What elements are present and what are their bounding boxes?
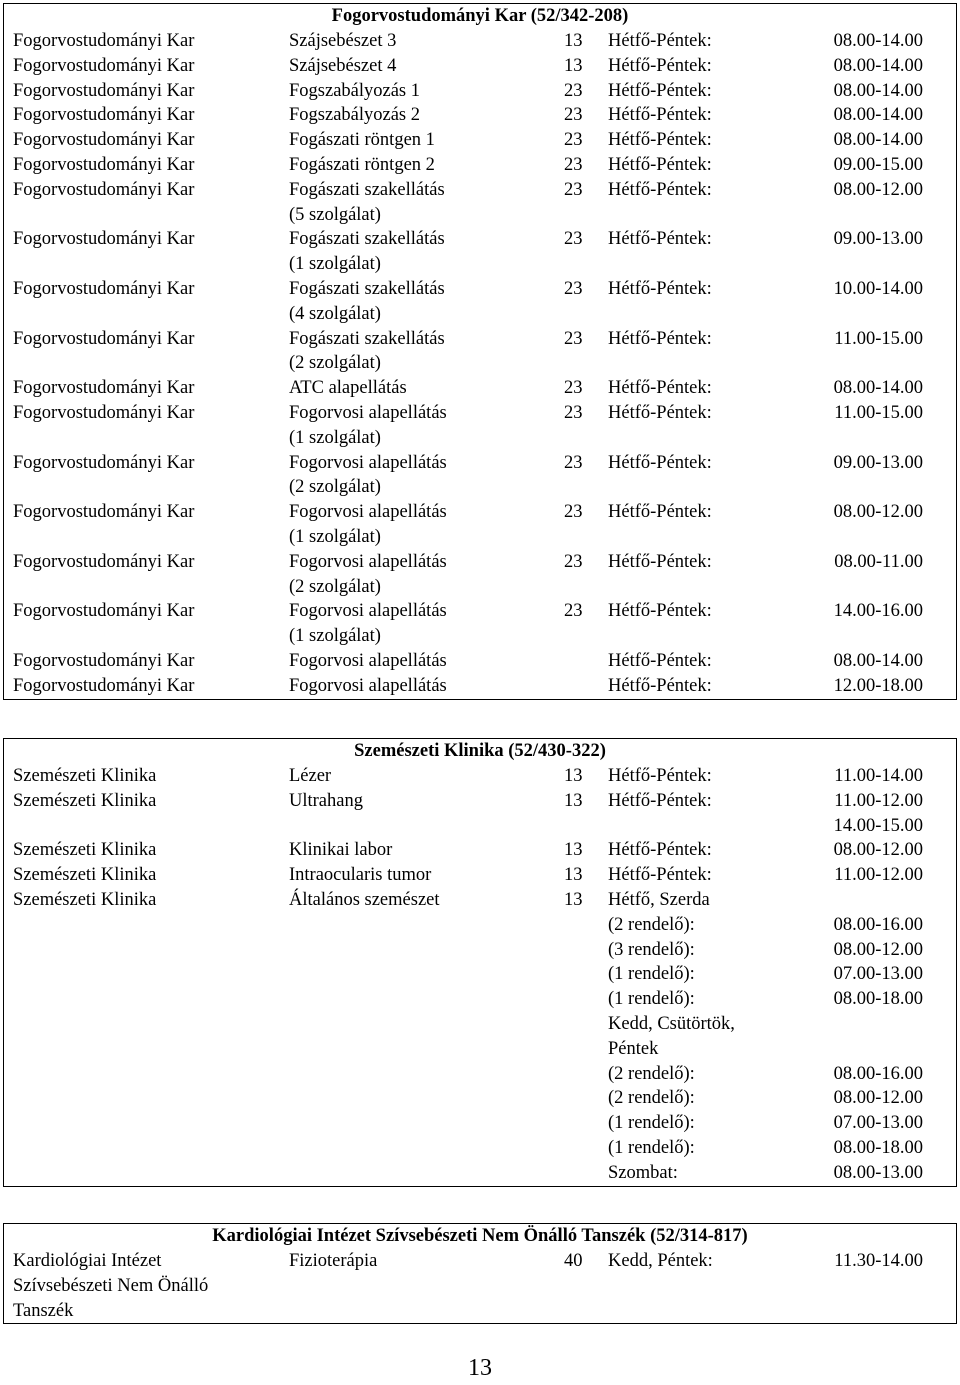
table-row — [4, 1249, 956, 1274]
department-cell: Szemészeti Klinika — [13, 790, 157, 811]
number-cell: 23 — [564, 328, 583, 349]
number-cell: 13 — [564, 55, 583, 76]
days-cell: Kedd, Péntek: — [608, 1251, 713, 1271]
days-cell: (3 rendelő): — [608, 939, 695, 960]
table-row — [4, 764, 956, 789]
service-cell: Fogorvosi alapellátás — [289, 402, 447, 423]
hours-cell: 11.00-15.00 — [834, 402, 923, 423]
days-cell: Hétfő-Péntek: — [608, 865, 712, 886]
service-cell: Fogorvosi alapellátás — [289, 452, 447, 473]
days-cell: Hétfő-Péntek: — [608, 766, 712, 786]
hours-cell: 08.00-16.00 — [833, 914, 923, 935]
table-row — [4, 54, 956, 79]
table-body — [4, 29, 956, 699]
hours-cell: 08.00-12.00 — [833, 502, 923, 523]
hours-cell: 14.00-15.00 — [833, 815, 923, 836]
table-row — [4, 128, 956, 153]
department-cell: Fogorvostudományi Kar — [13, 452, 195, 473]
table-row — [4, 376, 956, 401]
service-cell: (1 szolgálat) — [289, 626, 381, 647]
table-row — [4, 599, 956, 624]
department-cell: Fogorvostudományi Kar — [13, 55, 195, 76]
department-cell: Szemészeti Klinika — [13, 865, 157, 886]
days-cell: Hétfő-Péntek: — [608, 130, 712, 151]
department-cell: Szemészeti Klinika — [13, 889, 157, 910]
days-cell: (1 rendelő): — [608, 1113, 695, 1134]
service-cell: Fogorvosi alapellátás — [289, 650, 447, 671]
service-cell: (4 szolgálat) — [289, 303, 381, 324]
service-cell: (1 szolgálat) — [289, 254, 381, 275]
table-row — [4, 451, 956, 476]
days-cell: Hétfő-Péntek: — [608, 105, 712, 126]
hours-cell: 07.00-13.00 — [833, 1113, 923, 1134]
days-cell: (2 rendelő): — [608, 1063, 695, 1084]
table-row — [4, 475, 956, 500]
table-row — [4, 525, 956, 550]
days-cell: Hétfő-Péntek: — [608, 154, 712, 175]
days-cell: Hétfő-Péntek: — [608, 840, 712, 861]
hours-cell: 08.00-14.00 — [833, 650, 923, 671]
department-cell: Fogorvostudományi Kar — [13, 130, 195, 151]
table-row — [4, 227, 956, 252]
service-cell: (2 szolgálat) — [289, 576, 381, 597]
days-cell: Hétfő-Péntek: — [608, 502, 712, 523]
number-cell: 13 — [564, 840, 583, 861]
days-cell: (1 rendelő): — [608, 1137, 695, 1158]
service-cell: Fogorvosi alapellátás — [289, 675, 447, 696]
service-cell: (2 szolgálat) — [289, 477, 381, 498]
hours-cell: 08.00-14.00 — [833, 105, 923, 126]
number-cell: 13 — [564, 865, 583, 886]
number-cell: 40 — [564, 1251, 583, 1271]
days-cell: Hétfő-Péntek: — [608, 328, 712, 349]
service-cell: Lézer — [289, 766, 332, 786]
service-cell: Fogászati röntgen 1 — [289, 130, 435, 151]
service-cell: Fogászati szakellátás — [289, 278, 445, 299]
number-cell: 23 — [564, 502, 583, 523]
number-cell: 23 — [564, 105, 583, 126]
service-cell: (5 szolgálat) — [289, 204, 381, 225]
days-cell: Hétfő-Péntek: — [608, 229, 712, 250]
fogorvostudomanyi-section — [3, 3, 957, 700]
department-cell: Szívsebészeti Nem Önálló — [13, 1275, 209, 1296]
table-body — [4, 1249, 956, 1323]
days-cell: Hétfő, Szerda — [608, 889, 710, 910]
hours-cell: 08.00-13.00 — [833, 1162, 923, 1183]
table-row — [4, 1299, 956, 1324]
table-row — [4, 938, 956, 963]
service-cell: Fogászati szakellátás — [289, 179, 445, 200]
table-row — [4, 277, 956, 302]
hours-cell: 08.00-14.00 — [833, 130, 923, 151]
days-cell: Hétfő-Péntek: — [608, 790, 712, 811]
number-cell: 13 — [564, 31, 583, 51]
service-cell: Fogszabályozás 1 — [289, 80, 421, 101]
hours-cell: 11.00-15.00 — [834, 328, 923, 349]
hours-cell: 08.00-12.00 — [833, 939, 923, 960]
table-row — [4, 252, 956, 277]
number-cell: 23 — [564, 229, 583, 250]
service-cell: ATC alapellátás — [289, 378, 407, 399]
table-row — [4, 575, 956, 600]
hours-cell: 08.00-11.00 — [834, 551, 923, 572]
table-row — [4, 624, 956, 649]
service-cell: Szájsebészet 4 — [289, 55, 397, 76]
table-row — [4, 649, 956, 674]
service-cell: Általános szemészet — [289, 889, 440, 910]
service-cell: Intraocularis tumor — [289, 865, 432, 886]
department-cell: Fogorvostudományi Kar — [13, 551, 195, 572]
table-row — [4, 29, 956, 54]
number-cell: 23 — [564, 80, 583, 101]
hours-cell: 08.00-18.00 — [833, 989, 923, 1010]
service-cell: Fogorvosi alapellátás — [289, 551, 447, 572]
department-cell: Fogorvostudományi Kar — [13, 179, 195, 200]
hours-cell: 08.00-14.00 — [833, 378, 923, 399]
table-row — [4, 913, 956, 938]
table-row — [4, 1037, 956, 1062]
department-cell: Fogorvostudományi Kar — [13, 502, 195, 523]
days-cell: Hétfő-Péntek: — [608, 650, 712, 671]
table-row — [4, 888, 956, 913]
table-row — [4, 789, 956, 814]
table-row — [4, 987, 956, 1012]
department-cell: Szemészeti Klinika — [13, 766, 157, 786]
hours-cell: 08.00-16.00 — [833, 1063, 923, 1084]
service-cell: (1 szolgálat) — [289, 526, 381, 547]
days-cell: Hétfő-Péntek: — [608, 55, 712, 76]
hours-cell: 09.00-15.00 — [833, 154, 923, 175]
table-row — [4, 863, 956, 888]
service-cell: Fogorvosi alapellátás — [289, 601, 447, 622]
department-cell: Fogorvostudományi Kar — [13, 105, 195, 126]
table-row — [4, 838, 956, 863]
service-cell: Fogászati szakellátás — [289, 229, 445, 250]
hours-cell: 08.00-12.00 — [833, 179, 923, 200]
days-cell: Hétfő-Péntek: — [608, 80, 712, 101]
table-row — [4, 1161, 956, 1186]
table-row — [4, 79, 956, 104]
table-row — [4, 1062, 956, 1087]
hours-cell: 11.30-14.00 — [834, 1251, 923, 1271]
szemeszeti-section — [3, 738, 957, 1187]
number-cell: 23 — [564, 601, 583, 622]
hours-cell: 10.00-14.00 — [833, 278, 923, 299]
department-cell: Fogorvostudományi Kar — [13, 229, 195, 250]
hours-cell: 09.00-13.00 — [833, 229, 923, 250]
kardiologiai-section — [3, 1223, 957, 1324]
table-row — [4, 203, 956, 228]
table-body — [4, 764, 956, 1186]
department-cell: Fogorvostudományi Kar — [13, 378, 195, 399]
number-cell: 23 — [564, 402, 583, 423]
service-cell: Fogszabályozás 2 — [289, 105, 421, 126]
hours-cell: 08.00-14.00 — [833, 31, 923, 51]
department-cell: Fogorvostudományi Kar — [13, 650, 195, 671]
department-cell: Fogorvostudományi Kar — [13, 154, 195, 175]
days-cell: (2 rendelő): — [608, 1088, 695, 1109]
days-cell: Hétfő-Péntek: — [608, 402, 712, 423]
department-cell: Fogorvostudományi Kar — [13, 402, 195, 423]
service-cell: Szájsebészet 3 — [289, 31, 397, 51]
number-cell: 13 — [564, 766, 583, 786]
days-cell: (1 rendelő): — [608, 989, 695, 1010]
hours-cell: 11.00-12.00 — [834, 790, 923, 811]
table-row — [4, 401, 956, 426]
days-cell: Hétfő-Péntek: — [608, 675, 712, 696]
department-cell: Fogorvostudományi Kar — [13, 31, 195, 51]
hours-cell: 07.00-13.00 — [833, 964, 923, 985]
days-cell: Hétfő-Péntek: — [608, 551, 712, 572]
number-cell: 23 — [564, 130, 583, 151]
number-cell: 23 — [564, 154, 583, 175]
days-cell: Hétfő-Péntek: — [608, 31, 712, 51]
table-row — [4, 302, 956, 327]
number-cell: 23 — [564, 551, 583, 572]
table-row — [4, 153, 956, 178]
service-cell: Fogorvosi alapellátás — [289, 502, 447, 523]
hours-cell: 11.00-14.00 — [834, 766, 923, 786]
number-cell: 23 — [564, 378, 583, 399]
hours-cell: 08.00-12.00 — [833, 1088, 923, 1109]
table-row — [4, 674, 956, 699]
department-cell: Kardiológiai Intézet — [13, 1251, 162, 1271]
days-cell: Hétfő-Péntek: — [608, 179, 712, 200]
days-cell: (2 rendelő): — [608, 914, 695, 935]
table-row — [4, 962, 956, 987]
hours-cell: 08.00-12.00 — [833, 840, 923, 861]
table-row — [4, 178, 956, 203]
number-cell: 13 — [564, 790, 583, 811]
days-cell: Kedd, Csütörtök, — [608, 1013, 735, 1034]
department-cell: Fogorvostudományi Kar — [13, 80, 195, 101]
page-number: 13 — [468, 1355, 492, 1381]
section-title: Fogorvostudományi Kar (52/342-208) — [331, 6, 629, 26]
table-row — [4, 103, 956, 128]
hours-cell: 08.00-14.00 — [833, 80, 923, 101]
department-cell: Tanszék — [13, 1300, 74, 1321]
section-title: Kardiológiai Intézet Szívsebészeti Nem Önálló Tanszék (52/314-817) — [212, 1226, 748, 1246]
days-cell: Hétfő-Péntek: — [608, 601, 712, 622]
table-row — [4, 814, 956, 839]
number-cell: 23 — [564, 278, 583, 299]
days-cell: Szombat: — [608, 1162, 678, 1183]
department-cell: Szemészeti Klinika — [13, 840, 157, 861]
department-cell: Fogorvostudományi Kar — [13, 601, 195, 622]
table-row — [4, 351, 956, 376]
number-cell: 13 — [564, 889, 583, 910]
table-row — [4, 500, 956, 525]
department-cell: Fogorvostudományi Kar — [13, 278, 195, 299]
days-cell: Hétfő-Péntek: — [608, 378, 712, 399]
table-row — [4, 1012, 956, 1037]
days-cell: Hétfő-Péntek: — [608, 278, 712, 299]
service-cell: Ultrahang — [289, 790, 363, 811]
number-cell: 23 — [564, 452, 583, 473]
hours-cell: 08.00-14.00 — [833, 55, 923, 76]
table-row — [4, 1136, 956, 1161]
hours-cell: 09.00-13.00 — [833, 452, 923, 473]
service-cell: Fogászati szakellátás — [289, 328, 445, 349]
table-row — [4, 1274, 956, 1299]
service-cell: Fogászati röntgen 2 — [289, 154, 435, 175]
number-cell: 23 — [564, 179, 583, 200]
service-cell: (1 szolgálat) — [289, 427, 381, 448]
section-title: Szemészeti Klinika (52/430-322) — [354, 741, 606, 761]
hours-cell: 08.00-18.00 — [833, 1137, 923, 1158]
days-cell: Péntek — [608, 1038, 659, 1059]
hours-cell: 11.00-12.00 — [834, 865, 923, 886]
days-cell: (1 rendelő): — [608, 964, 695, 985]
hours-cell: 14.00-16.00 — [833, 601, 923, 622]
department-cell: Fogorvostudományi Kar — [13, 328, 195, 349]
service-cell: Klinikai labor — [289, 840, 393, 861]
table-row — [4, 327, 956, 352]
service-cell: (2 szolgálat) — [289, 353, 381, 374]
service-cell: Fizioterápia — [289, 1251, 378, 1271]
hours-cell: 12.00-18.00 — [833, 675, 923, 696]
days-cell: Hétfő-Péntek: — [608, 452, 712, 473]
table-row — [4, 1086, 956, 1111]
table-row — [4, 1111, 956, 1136]
table-row — [4, 550, 956, 575]
department-cell: Fogorvostudományi Kar — [13, 675, 195, 696]
table-row — [4, 426, 956, 451]
